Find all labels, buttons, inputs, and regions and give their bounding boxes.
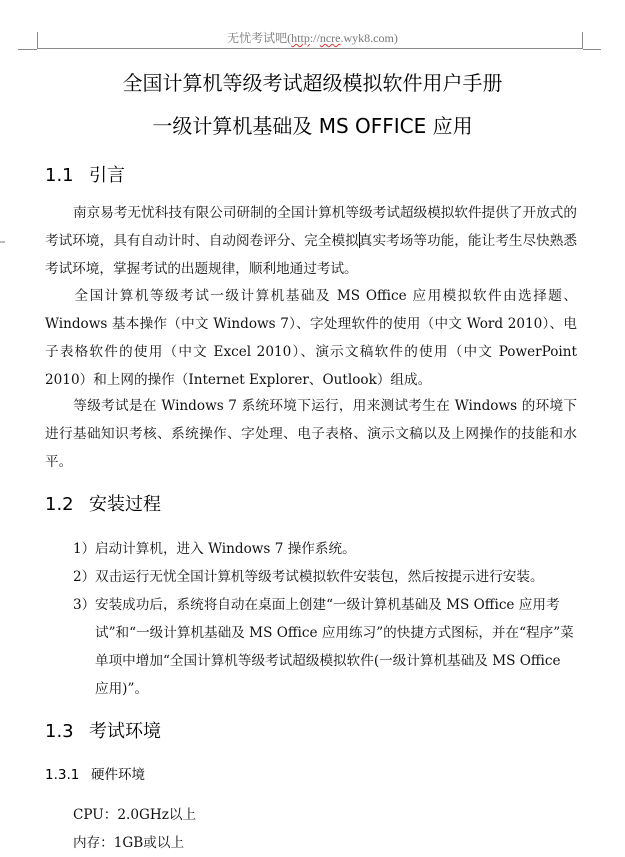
document-subtitle: 一级计算机基础及 MS OFFICE 应用 bbox=[152, 114, 473, 138]
margin-corner-top-right bbox=[583, 49, 601, 50]
heading-1-3: 1.3 考试环境 bbox=[45, 721, 161, 742]
list-item-step-1[interactable]: 1）启动计算机，进入 Windows 7 操作系统。 bbox=[73, 541, 356, 557]
heading-1-1: 1.1 引言 bbox=[45, 165, 125, 186]
list-item-step-3[interactable]: 3）安装成功后，系统将自动在桌面上创建“一级计算机基础及 MS Office 应用考 试”和“一级计算机基础及 MS Office 应用练习”的快捷方式图标，并在“程序”菜单项中增加“全国计算机等级考试超级模拟软件(一级计算机基础及 MS Office 应用)”。 bbox=[73, 597, 574, 697]
hardware-cpu: CPU：2.0GHz以上 bbox=[73, 807, 197, 823]
spellcheck-flag: http bbox=[291, 31, 310, 45]
page-header[interactable]: 无忧考试吧(http://ncre.wyk8.com) bbox=[227, 31, 398, 45]
heading-1-3-1: 1.3.1 硬件环境 bbox=[45, 767, 145, 783]
paragraph-intro-1[interactable]: 南京易考无忧科技有限公司研制的全国计算机等级考试超级模拟软件提供了开放式的考试环境，具有自动计时、自动阅卷评分、完全模拟真实考场等功能，能让考生尽快熟悉考试环境，掌握考试的出题规律，顺利地通过考试。 bbox=[45, 205, 578, 277]
hardware-memory: 内存：1GB或以上 bbox=[73, 835, 185, 851]
heading-1-2: 1.2 安装过程 bbox=[45, 494, 161, 515]
header-site-name: 无忧考试吧 bbox=[227, 31, 288, 45]
margin-corner-top-left bbox=[18, 49, 37, 50]
header-divider bbox=[37, 48, 582, 49]
margin-marker bbox=[0, 241, 5, 243]
document-title: 全国计算机等级考试超级模拟软件用户手册 bbox=[122, 71, 503, 95]
paragraph-intro-2[interactable]: 全国计算机等级考试一级计算机基础及 MS Office 应用模拟软件由选择题、Windows 基本操作（中文 Windows 7）、字处理软件的使用（中文 Word 2010）、电子表格软件的使用（中文 Excel 2010）、演示文稿软件的使用（中文 PowerPoint 2010）和上网的操作（Internet Explorer、Outlook）组成。 bbox=[45, 288, 577, 388]
paragraph-intro-3[interactable]: 等级考试是在 Windows 7 系统环境下运行，用来测试考生在 Windows 的环境下进行基础知识考核、系统操作、字处理、电子表格、演示文稿以及上网操作的技能和水平。 bbox=[45, 398, 577, 470]
list-item-step-2[interactable]: 2）双击运行无忧全国计算机等级考试模拟软件安装包，然后按提示进行安装。 bbox=[73, 569, 544, 585]
spellcheck-flag: ncre bbox=[319, 31, 341, 45]
